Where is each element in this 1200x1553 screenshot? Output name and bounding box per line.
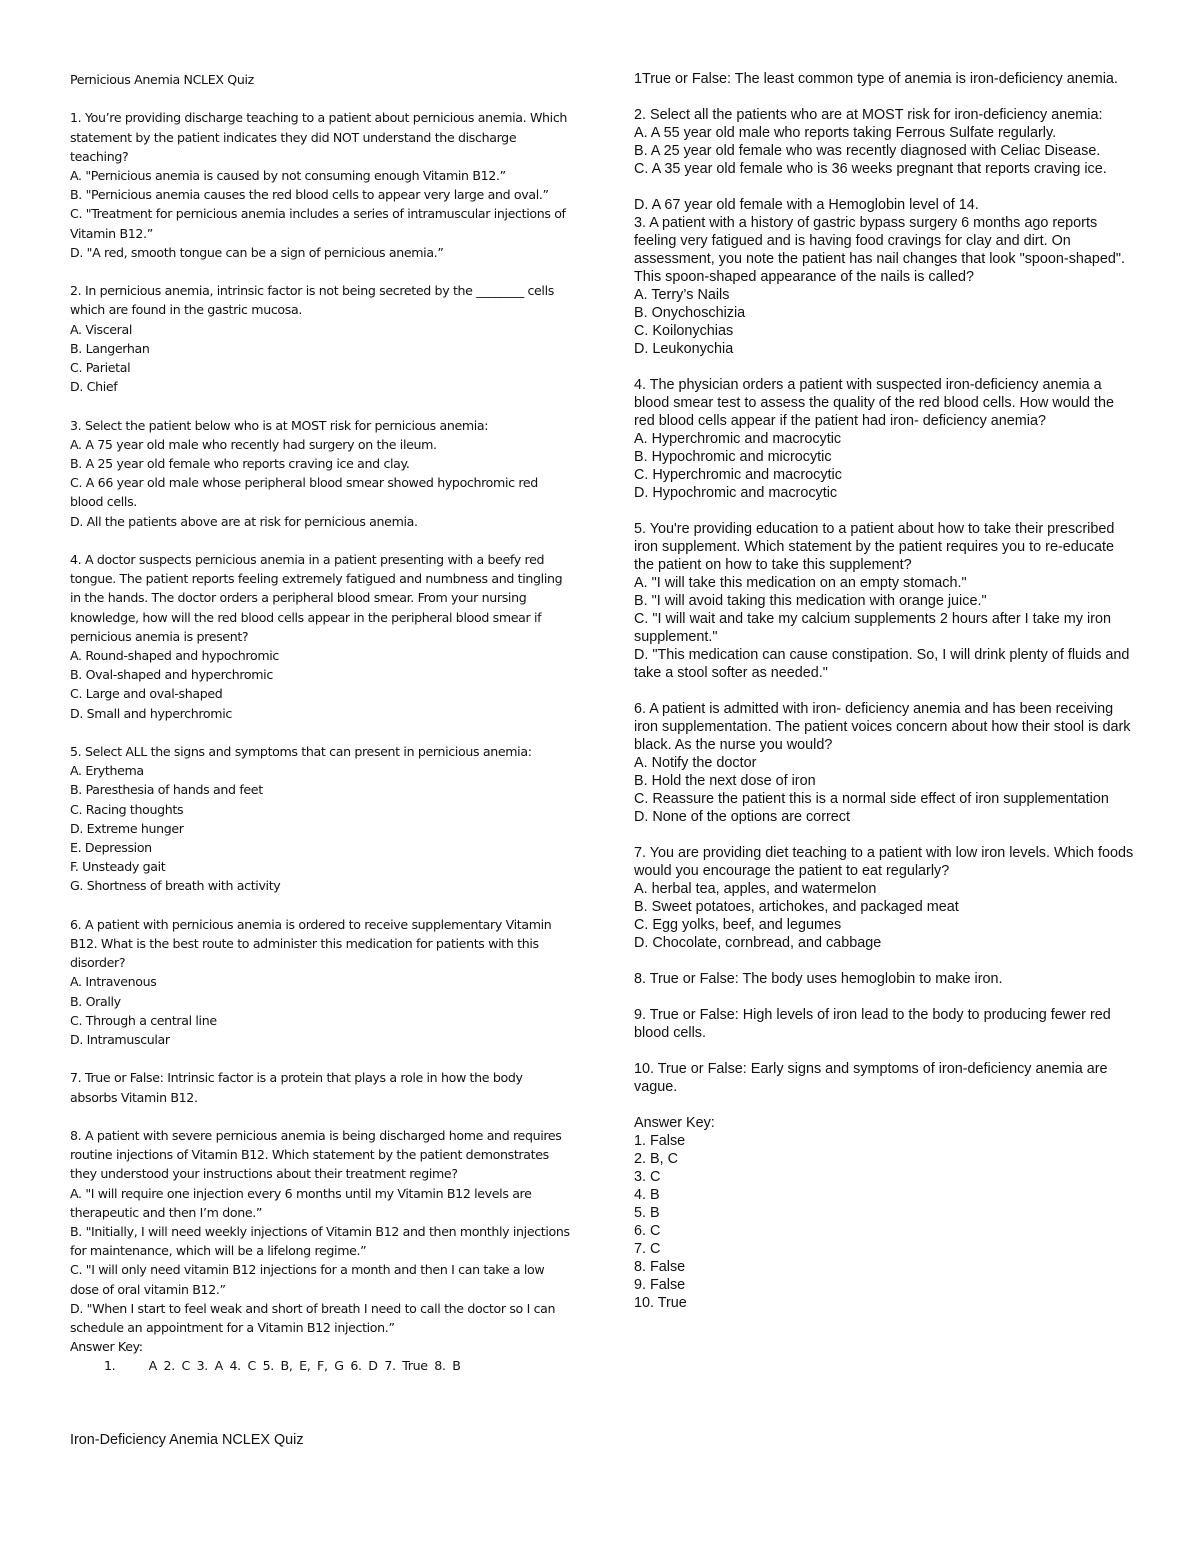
answer-option: B. Hypochromic and microcytic bbox=[634, 449, 832, 465]
answer-option: F. Unsteady gait bbox=[70, 859, 166, 875]
question bbox=[70, 915, 570, 1049]
answer-option: A. Notify the doctor bbox=[634, 755, 757, 771]
question-stem: 7. You are providing diet teaching to a patient with low iron levels. Which foods would you encourage the patient to eat regularly? bbox=[634, 845, 1138, 879]
answer-key-item: 6. D bbox=[350, 1358, 378, 1374]
answer-option: D. "A red, smooth tongue can be a sign of pernicious anemia.” bbox=[70, 244, 444, 260]
answer-option: A. A 55 year old male who reports taking Ferrous Sulfate regularly. bbox=[634, 125, 1057, 141]
answer-option: C. A 66 year old male whose peripheral blood smear showed hypochromic red blood cells. bbox=[70, 475, 542, 510]
answer-key-item: 4. B bbox=[634, 1187, 660, 1203]
quiz-title: Pernicious Anemia NCLEX Quiz bbox=[70, 72, 254, 87]
pernicious-anemia-quiz bbox=[70, 70, 574, 1376]
answer-option: D. None of the options are correct bbox=[634, 809, 850, 825]
answer-option: A. Round-shaped and hypochromic bbox=[70, 648, 279, 664]
answer-option: A. Hyperchromic and macrocytic bbox=[634, 431, 842, 447]
answer-key-item: 8. False bbox=[634, 1259, 686, 1275]
answer-option: A. Terry’s Nails bbox=[634, 287, 730, 303]
answer-option: D. Extreme hunger bbox=[70, 820, 184, 836]
question bbox=[634, 970, 1134, 988]
answer-option: B. Sweet potatoes, artichokes, and packaged meat bbox=[634, 899, 959, 915]
answer-option: D. A 67 year old female with a Hemoglobin level of 14. bbox=[634, 197, 979, 213]
answer-option: A. Intravenous bbox=[70, 974, 157, 990]
question-stem: 8. A patient with severe pernicious anemia is being discharged home and requires routine injections of Vitamin B12. Which statement by the patient demonstrates they understood your instructions about their treatment regime? bbox=[70, 1128, 566, 1182]
answer-option: C. A 35 year old female who is 36 weeks pregnant that reports craving ice. bbox=[634, 161, 1107, 177]
answer-key-item: 2. B, C bbox=[634, 1151, 678, 1167]
question bbox=[634, 700, 1134, 826]
answer-option: B. Orally bbox=[70, 993, 121, 1009]
answer-key bbox=[70, 1356, 570, 1375]
answer-key-item: 7. C bbox=[634, 1241, 661, 1257]
question bbox=[70, 108, 570, 262]
answer-option: D. Chocolate, cornbread, and cabbage bbox=[634, 935, 882, 951]
answer-key-item: 1. False bbox=[634, 1133, 686, 1149]
answer-key-item: 3. A bbox=[196, 1358, 223, 1374]
question bbox=[634, 70, 1134, 88]
question bbox=[70, 742, 570, 896]
answer-option: A. "I will take this medication on an empty stomach." bbox=[634, 575, 967, 591]
question-stem: 5. Select ALL the signs and symptoms that can present in pernicious anemia: bbox=[70, 744, 532, 760]
answer-option: B. A 25 year old female who was recently diagnosed with Celiac Disease. bbox=[634, 143, 1101, 159]
answer-option: C. Reassure the patient this is a normal side effect of iron supplementation bbox=[634, 791, 1109, 807]
answer-option: C. Hyperchromic and macrocytic bbox=[634, 467, 842, 483]
question-stem: 6. A patient with pernicious anemia is ordered to receive supplementary Vitamin B12. What is the best route to administer this medication for patients with this disorder? bbox=[70, 916, 556, 971]
answer-option: B. A 25 year old female who reports craving ice and clay. bbox=[70, 456, 410, 472]
answer-option: D. "When I start to feel weak and short of breath I need to call the doctor so I can schedule an appointment for a Vitamin B12 injection.” bbox=[70, 1300, 559, 1336]
answer-option: B. "I will avoid taking this medication with orange juice." bbox=[634, 593, 987, 609]
question-stem: 3. Select the patient below who is at MOST risk for pernicious anemia: bbox=[70, 417, 489, 433]
answer-key-item: 4. C bbox=[229, 1358, 256, 1374]
question bbox=[70, 1068, 570, 1106]
answer-option: D. All the patients above are at risk for pernicious anemia. bbox=[70, 513, 418, 529]
answer-option: C. Large and oval-shaped bbox=[70, 686, 223, 702]
answer-option: A. Visceral bbox=[70, 321, 133, 337]
question-stem: 3. A patient with a history of gastric bypass surgery 6 months ago reports feeling very fatigued and is having food cravings for clay and dirt. On assessment, you note the patient has nail changes that look "spoon-shaped". This spoon-shaped appearance of the nails is called? bbox=[634, 215, 1129, 285]
answer-key-label: Answer Key: bbox=[70, 1339, 143, 1355]
answer-key-item: 9. False bbox=[634, 1277, 686, 1293]
answer-option: B. Onychoschizia bbox=[634, 305, 746, 321]
question bbox=[70, 416, 570, 531]
question bbox=[634, 214, 1134, 358]
question-stem: 8. True or False: The body uses hemoglobin to make iron. bbox=[634, 971, 1003, 987]
answer-key-item: 5. B bbox=[634, 1205, 660, 1221]
answer-option: B. Hold the next dose of iron bbox=[634, 773, 816, 789]
question bbox=[70, 1126, 574, 1337]
answer-key-item: 8. B bbox=[434, 1358, 461, 1374]
answer-option: C. "Treatment for pernicious anemia includes a series of intramuscular injections of Vitamin B12.” bbox=[70, 206, 570, 241]
question-stem: 6. A patient is admitted with iron- deficiency anemia and has been receiving iron supplementation. The patient voices concern about how their stool is dark black. As the nurse you would? bbox=[634, 701, 1135, 753]
question bbox=[634, 106, 1134, 178]
iron-quiz-title: Iron-Deficiency Anemia NCLEX Quiz bbox=[70, 1432, 304, 1448]
answer-key-item: A bbox=[148, 1358, 157, 1374]
question-stem: 4. A doctor suspects pernicious anemia in a patient presenting with a beefy red tongue. The patient reports feeling extremely fatigued and numbness and tingling in the hands. The doctor orders a peripheral blood smear. From your nursing knowledge, how will the red blood cells appear in the peripheral blood smear if pernicious anemia is present? bbox=[70, 552, 566, 644]
answer-option: B. Paresthesia of hands and feet bbox=[70, 782, 263, 798]
answer-option: D. Leukonychia bbox=[634, 341, 734, 357]
answer-key-item: 7. True bbox=[384, 1358, 428, 1374]
answer-option: B. Langerhan bbox=[70, 340, 150, 356]
question bbox=[634, 844, 1138, 952]
answer-option: A. herbal tea, apples, and watermelon bbox=[634, 881, 877, 897]
answer-option: D. Small and hyperchromic bbox=[70, 705, 232, 721]
answer-option: C. Koilonychias bbox=[634, 323, 734, 339]
answer-option: A. "Pernicious anemia is caused by not consuming enough Vitamin B12.” bbox=[70, 168, 506, 183]
question-stem: 5. You're providing education to a patient about how to take their prescribed iron supplement. Which statement by the patient requires you to re-educate the patient on how to take this supplement? bbox=[634, 521, 1119, 573]
question-stem: 2. In pernicious anemia, intrinsic factor is not being secreted by the ________ cells which are found in the gastric mucosa. bbox=[70, 283, 558, 318]
answer-key-item: 3. C bbox=[634, 1169, 661, 1185]
question bbox=[70, 550, 570, 723]
answer-option: B. "Initially, I will need weekly injections of Vitamin B12 and then monthly injections for maintenance, which will be a lifelong regime.” bbox=[70, 1224, 574, 1259]
question-stem: 4. The physician orders a patient with suspected iron-deficiency anemia a blood smear test to assess the quality of the red blood cells. How would the red blood cells appear if the patient had iron- deficiency anemia? bbox=[634, 377, 1118, 429]
answer-option: A. Erythema bbox=[70, 763, 144, 779]
answer-option: C. Parietal bbox=[70, 360, 131, 376]
answer-option: C. "I will wait and take my calcium supplements 2 hours after I take my iron supplement." bbox=[634, 611, 1115, 645]
question-stem: 1. You’re providing discharge teaching to a patient about pernicious anemia. Which statement by the patient indicates they did NOT understand the discharge teaching? bbox=[70, 110, 571, 164]
answer-key-item: 6. C bbox=[634, 1223, 661, 1239]
answer-option: C. Egg yolks, beef, and legumes bbox=[634, 917, 842, 933]
question bbox=[634, 1006, 1134, 1042]
question-stem: 1True or False: The least common type of anemia is iron-deficiency anemia. bbox=[634, 71, 1118, 87]
question-stem: 7. True or False: Intrinsic factor is a protein that plays a role in how the body absorbs Vitamin B12. bbox=[70, 1070, 527, 1105]
answer-option: C. "I will only need vitamin B12 injections for a month and then I can take a low dose of oral vitamin B12.” bbox=[70, 1262, 548, 1297]
answer-key-item: 1. bbox=[104, 1358, 116, 1374]
answer-option: D. Hypochromic and macrocytic bbox=[634, 485, 838, 501]
question bbox=[70, 281, 570, 396]
question bbox=[634, 376, 1134, 502]
answer-option: D. "This medication can cause constipation. So, I will drink plenty of fluids and take a stool softer as needed." bbox=[634, 647, 1134, 681]
answer-option: C. Racing thoughts bbox=[70, 801, 184, 817]
answer-key-item: 5. B, E, F, G bbox=[262, 1358, 344, 1374]
question bbox=[634, 1060, 1134, 1096]
iron-deficiency-anemia-quiz bbox=[634, 70, 1138, 1312]
question-stem: 9. True or False: High levels of iron lead to the body to producing fewer red blood cells. bbox=[634, 1007, 1115, 1041]
answer-key-label: Answer Key: bbox=[634, 1115, 715, 1131]
answer-option: E. Depression bbox=[70, 840, 152, 856]
answer-option: A. A 75 year old male who recently had surgery on the ileum. bbox=[70, 436, 437, 452]
answer-key-item: 2. C bbox=[163, 1358, 190, 1374]
answer-option: A. "I will require one injection every 6 months until my Vitamin B12 levels are therapeutic and then I’m done.” bbox=[70, 1185, 536, 1220]
answer-option: B. Oval-shaped and hyperchromic bbox=[70, 667, 273, 683]
answer-option: D. Chief bbox=[70, 379, 118, 395]
question bbox=[634, 520, 1134, 682]
answer-option: D. Intramuscular bbox=[70, 1032, 170, 1048]
answer-option: G. Shortness of breath with activity bbox=[70, 878, 281, 894]
answer-key bbox=[634, 1114, 1134, 1312]
answer-option: C. Through a central line bbox=[70, 1012, 217, 1028]
answer-key-item: 10. True bbox=[634, 1295, 687, 1311]
question-stem: 10. True or False: Early signs and symptoms of iron-deficiency anemia are vague. bbox=[634, 1061, 1112, 1095]
answer-option: B. "Pernicious anemia causes the red blood cells to appear very large and oval.” bbox=[70, 187, 549, 203]
question-stem: 2. Select all the patients who are at MOST risk for iron-deficiency anemia: bbox=[634, 107, 1103, 123]
